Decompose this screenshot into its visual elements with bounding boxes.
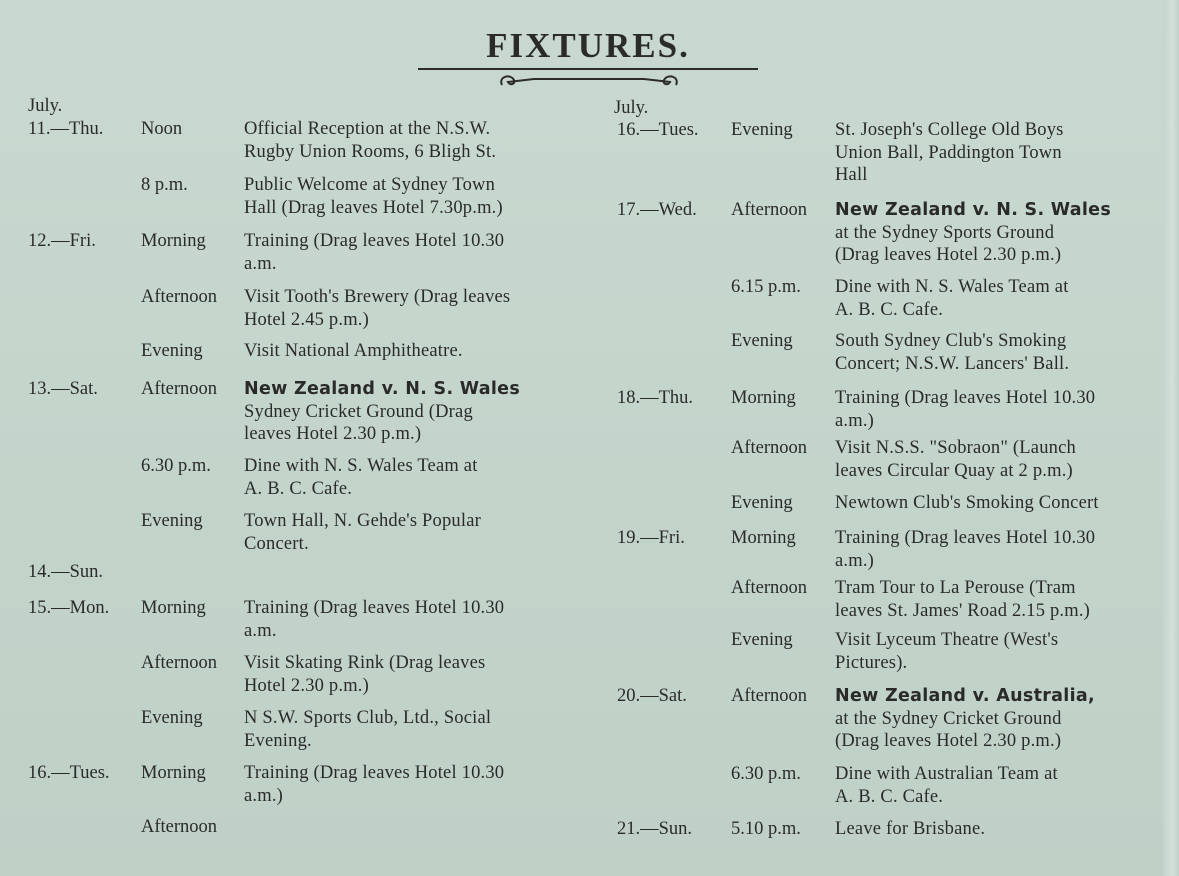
- fixture-time: Evening: [731, 630, 793, 650]
- activity-line: Training (Drag leaves Hotel 10.30: [244, 231, 505, 251]
- activity-line: leaves Hotel 2.30 p.m.): [244, 424, 422, 445]
- activity-line: Pictures).: [835, 652, 908, 673]
- fixture-time: Evening: [141, 511, 203, 531]
- page-title: FIXTURES.: [486, 26, 690, 65]
- activity-line: Hotel 2.30 p.m.): [244, 675, 369, 696]
- activity-line: Union Ball, Paddington Town: [835, 142, 1062, 163]
- fixture-date: 17.—Wed.: [617, 200, 697, 220]
- fixture-activity: [244, 762, 504, 807]
- activity-line: Training (Drag leaves Hotel 10.30: [835, 528, 1096, 548]
- activity-line: Hotel 2.45 p.m.): [244, 309, 369, 330]
- activity-line: Visit N.S.S. "Sobraon" (Launch: [835, 438, 1076, 458]
- fixture-activity: [244, 652, 485, 697]
- activity-line: South Sydney Club's Smoking: [835, 331, 1067, 351]
- activity-line: Training (Drag leaves Hotel 10.30: [835, 388, 1096, 408]
- activity-line: Training (Drag leaves Hotel 10.30: [244, 763, 505, 783]
- fixture-time: Afternoon: [731, 686, 808, 706]
- fixture-time: 8 p.m.: [141, 175, 188, 195]
- flourish-ornament: [494, 69, 684, 91]
- activity-line: (Drag leaves Hotel 2.30 p.m.): [835, 731, 1062, 752]
- fixture-date: 21.—Sun.: [617, 819, 693, 839]
- fixture-activity: [835, 629, 1058, 674]
- fixture-time: Afternoon: [731, 578, 808, 598]
- fixture-time: Afternoon: [141, 817, 218, 837]
- activity-line: at the Sydney Cricket Ground: [835, 708, 1062, 729]
- match-heading: New Zealand v. N. S. Wales: [835, 200, 1112, 220]
- activity-line: Rugby Union Rooms, 6 Bligh St.: [244, 141, 497, 162]
- activity-line: Tram Tour to La Perouse (Tram: [835, 578, 1076, 598]
- fixture-date: 13.—Sat.: [28, 379, 98, 399]
- fixture-time: Morning: [731, 388, 796, 408]
- activity-line: A. B. C. Cafe.: [835, 299, 944, 320]
- fixture-time: 6.15 p.m.: [731, 277, 801, 297]
- activity-line: Leave for Brisbane.: [835, 819, 986, 839]
- activity-line: Official Reception at the N.S.W.: [244, 119, 491, 139]
- fixture-time: Noon: [141, 119, 183, 139]
- fixture-activity: [835, 276, 1069, 321]
- fixture-activity: [244, 230, 504, 275]
- fixture-activity: [244, 118, 496, 163]
- fixture-activity: [835, 387, 1095, 432]
- fixture-date: 12.—Fri.: [28, 231, 96, 251]
- activity-line: Newtown Club's Smoking Concert: [835, 493, 1099, 513]
- month-label: July.: [614, 98, 649, 118]
- fixture-time: 6.30 p.m.: [141, 456, 211, 476]
- fixture-time: Morning: [141, 598, 206, 618]
- fixture-time: Afternoon: [731, 200, 808, 220]
- fixture-activity: [244, 597, 504, 642]
- activity-line: Visit Tooth's Brewery (Drag leaves: [244, 287, 511, 307]
- fixture-time: Evening: [141, 708, 203, 728]
- fixture-time: Morning: [141, 763, 206, 783]
- activity-line: Hall: [835, 165, 868, 186]
- activity-line: at the Sydney Sports Ground: [835, 222, 1055, 243]
- fixture-time: Afternoon: [141, 379, 218, 399]
- activity-line: A. B. C. Cafe.: [244, 478, 353, 499]
- fixture-activity: [244, 455, 478, 500]
- activity-line: St. Joseph's College Old Boys: [835, 120, 1064, 140]
- activity-line: Evening.: [244, 730, 312, 751]
- activity-line: leaves St. James' Road 2.15 p.m.): [835, 600, 1091, 621]
- activity-line: Concert; N.S.W. Lancers' Ball.: [835, 353, 1070, 374]
- fixture-activity: [835, 330, 1069, 375]
- activity-line: A. B. C. Cafe.: [835, 786, 944, 807]
- fixture-time: Evening: [731, 120, 793, 140]
- activity-line: Dine with Australian Team at: [835, 764, 1058, 784]
- fixture-activity: [835, 685, 1095, 753]
- match-heading: New Zealand v. N. S. Wales: [244, 379, 521, 399]
- fixture-time: Morning: [141, 231, 206, 251]
- fixture-activity: [244, 707, 491, 752]
- activity-line: Training (Drag leaves Hotel 10.30: [244, 598, 505, 618]
- activity-line: Visit Lyceum Theatre (West's: [835, 630, 1059, 650]
- fixture-time: Evening: [141, 341, 203, 361]
- page-fold-edge: [1163, 0, 1179, 876]
- activity-line: Concert.: [244, 533, 309, 554]
- fixture-time: Morning: [731, 528, 796, 548]
- activity-line: a.m.): [835, 550, 875, 571]
- fixture-activity: [835, 527, 1095, 572]
- fixture-activity: [244, 286, 510, 331]
- fixture-activity: [835, 577, 1090, 622]
- fixture-time: 5.10 p.m.: [731, 819, 801, 839]
- activity-line: Visit National Amphitheatre.: [244, 341, 463, 361]
- activity-line: a.m.): [244, 785, 284, 806]
- fixture-activity: [244, 510, 481, 555]
- fixture-activity: [244, 378, 520, 446]
- activity-line: Hall (Drag leaves Hotel 7.30p.m.): [244, 197, 503, 218]
- fixture-activity: [835, 818, 985, 841]
- fixture-time: Afternoon: [141, 287, 218, 307]
- activity-line: a.m.: [244, 620, 277, 641]
- activity-line: Visit Skating Rink (Drag leaves: [244, 653, 486, 673]
- fixture-activity: [244, 340, 463, 363]
- activity-line: Sydney Cricket Ground (Drag: [244, 401, 473, 422]
- fixture-date: 15.—Mon.: [28, 598, 110, 618]
- activity-line: a.m.: [244, 253, 277, 274]
- activity-line: leaves Circular Quay at 2 p.m.): [835, 460, 1073, 481]
- fixture-time: Afternoon: [141, 653, 218, 673]
- fixture-date: 18.—Thu.: [617, 388, 694, 408]
- fixture-activity: [835, 199, 1111, 267]
- fixture-date: 16.—Tues.: [28, 763, 110, 783]
- fixture-activity: [835, 763, 1058, 808]
- fixture-date: 14.—Sun.: [28, 562, 104, 582]
- activity-line: a.m.): [835, 410, 875, 431]
- match-heading: New Zealand v. Australia,: [835, 686, 1095, 706]
- fixture-time: 6.30 p.m.: [731, 764, 801, 784]
- activity-line: N S.W. Sports Club, Ltd., Social: [244, 708, 492, 728]
- fixture-activity: [835, 437, 1076, 482]
- fixture-activity: [244, 174, 503, 219]
- fixture-date: 19.—Fri.: [617, 528, 685, 548]
- fixture-time: Afternoon: [731, 438, 808, 458]
- activity-line: Dine with N. S. Wales Team at: [835, 277, 1069, 297]
- activity-line: Dine with N. S. Wales Team at: [244, 456, 478, 476]
- activity-line: Public Welcome at Sydney Town: [244, 175, 496, 195]
- fixture-time: Evening: [731, 331, 793, 351]
- fixture-date: 11.—Thu.: [28, 119, 104, 139]
- fixture-time: Evening: [731, 493, 793, 513]
- activity-line: Town Hall, N. Gehde's Popular: [244, 511, 481, 531]
- fixture-activity: [835, 492, 1099, 515]
- fixture-activity: [835, 119, 1064, 187]
- activity-line: (Drag leaves Hotel 2.30 p.m.): [835, 245, 1062, 266]
- fixture-date: 16.—Tues.: [617, 120, 699, 140]
- month-label: July.: [28, 96, 63, 116]
- fixture-date: 20.—Sat.: [617, 686, 687, 706]
